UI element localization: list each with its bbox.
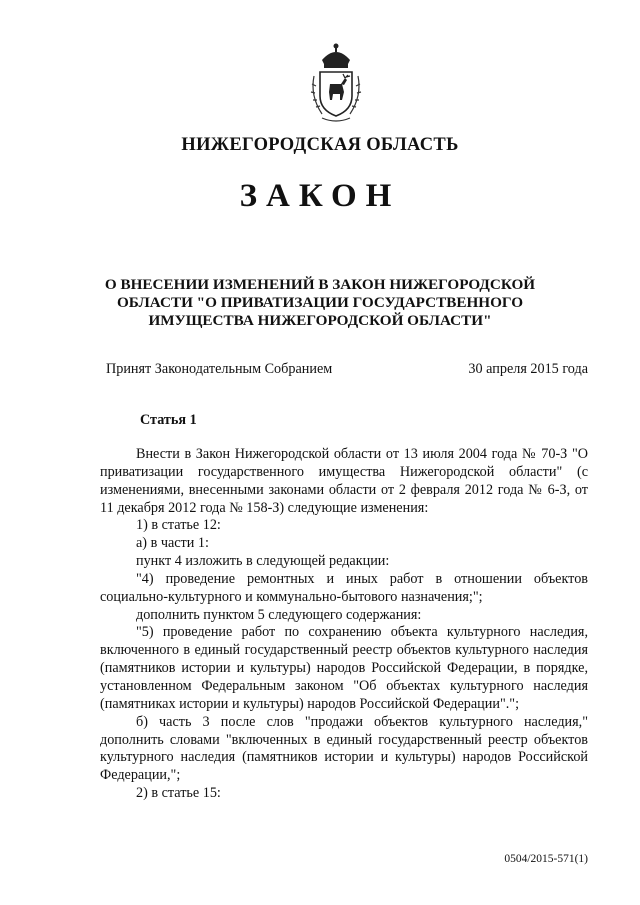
adoption-label: Принят Законодательным Собранием [106,361,333,377]
paragraph: а) в части 1: [136,535,209,552]
paragraph: б) часть 3 после слов "продажи объектов культурного наследия," дополнить словами "включенных в единый государственный реестр объектов культурного наследия (памятников истории и культуры) народов Российской Федерации,"; [100,713,588,784]
paragraph: "4) проведение ремонтных и иных работ в отношении объектов социально-культурного и коммунально-бытового назначения;"; [100,570,588,605]
document-number: 0504/2015-571(1) [504,853,588,865]
region-name: НИЖЕГОРОДСКАЯ ОБЛАСТЬ [181,135,459,155]
paragraph: 2) в статье 15: [136,785,221,802]
law-title [100,276,540,330]
paragraph: дополнить пунктом 5 следующего содержания: [136,606,422,623]
paragraph: пункт 4 изложить в следующей редакции: [136,553,390,570]
coat-of-arms-icon [300,40,372,124]
law-title-line: ОБЛАСТИ "О ПРИВАТИЗАЦИИ ГОСУДАРСТВЕННОГО [116,294,524,311]
paragraph: "5) проведение работ по сохранению объекта культурного наследия, включенного в единый государственный реестр объектов культурного наследия (памятников истории и культуры) народов Российской Федерации, в порядке, установленном Федеральным законом "Об объектах культурного наследия (памятниках истории и культуры) народов Российской Федерации"."; [100,624,588,712]
article-heading: Статья 1 [140,412,197,428]
adoption-date: 30 апреля 2015 года [468,361,588,377]
document-type: ЗАКОН [239,178,401,214]
paragraph: 1) в статье 12: [136,517,221,534]
paragraph: Внести в Закон Нижегородской области от 13 июля 2004 года № 70-З "О приватизации государственного имущества Нижегородской области" (с изменениями, внесенными законами области от 2 февраля 2012 года № 6-З, от 11 декабря 2012 года № 158-З) следующие изменения: [100,446,588,516]
article-body [100,446,588,803]
law-title-line: ИМУЩЕСТВА НИЖЕГОРОДСКОЙ ОБЛАСТИ" [148,312,492,329]
law-title-line: О ВНЕСЕНИИ ИЗМЕНЕНИЙ В ЗАКОН НИЖЕГОРОДСКОЙ [104,276,536,293]
